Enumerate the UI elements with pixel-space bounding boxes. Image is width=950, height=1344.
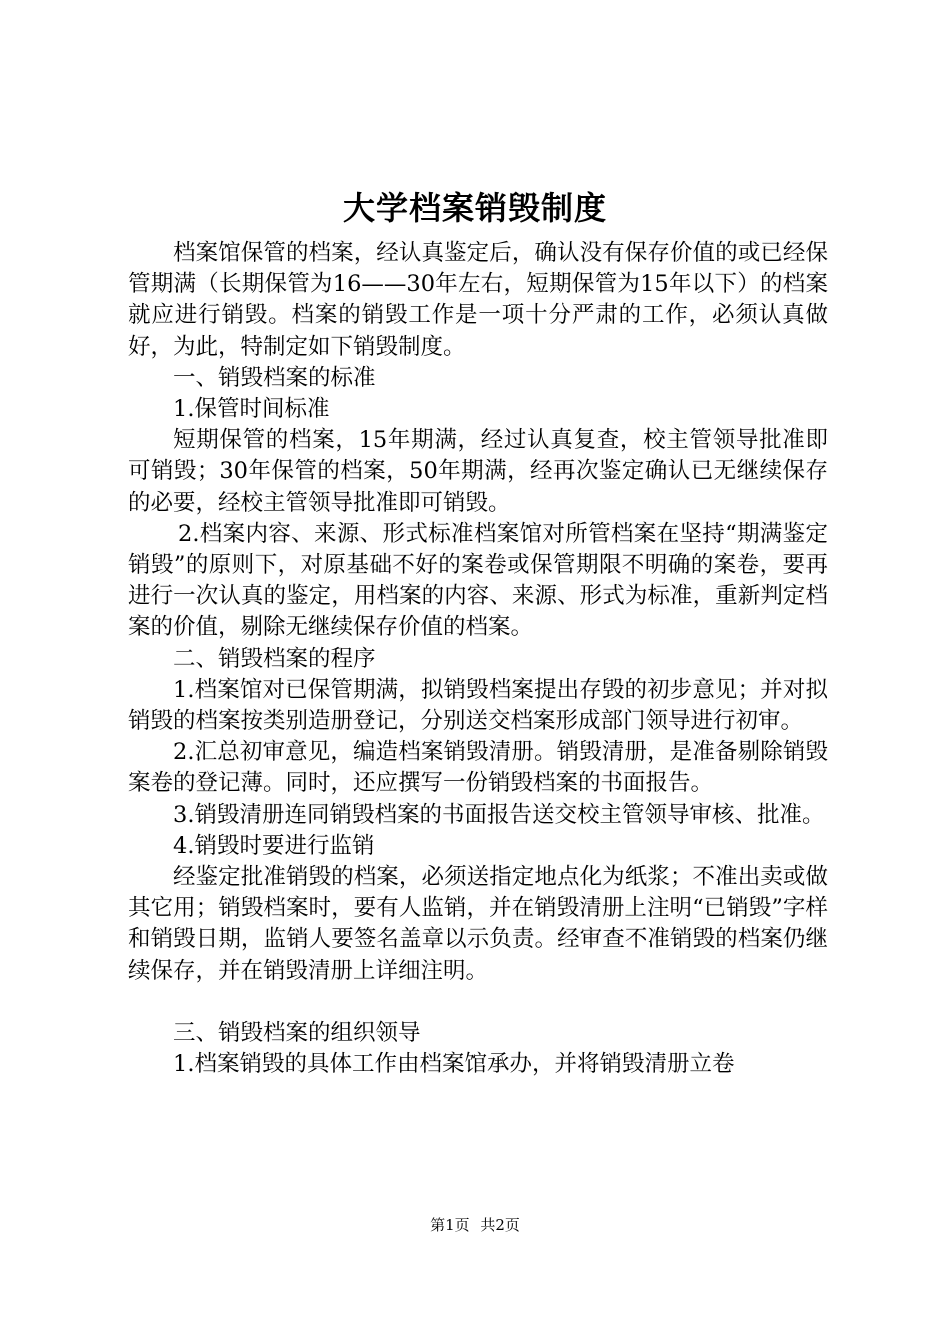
section-heading-procedure: 二、销毁档案的程序: [173, 645, 376, 672]
procedure-step-4: 4.销毁时要进行监销: [173, 832, 375, 859]
intro-paragraph: 档案馆保管的档案，经认真鉴定后，确认没有保存价值的或已经保管期满（长期保管为16——30年左右，短期保管为15年以下）的档案就应进行销毁。档案的销毁工作是一项十分严肃的工作，必须认真做好，为此，特制定如下销毁制度。: [128, 240, 828, 360]
section-heading-organization: 三、销毁档案的组织领导: [173, 1019, 421, 1046]
paragraph-supervision: 经鉴定批准销毁的档案，必须送指定地点化为纸浆；不准出卖或做其它用；销毁档案时，要有人监销，并在销毁清册上注明“已销毁”字样和销毁日期，监销人要签名盖章以示负责。经审查不准销毁的档案仍继续保存，并在销毁清册上详细注明。: [128, 864, 828, 984]
paragraph-storage-time: 短期保管的档案，15年期满，经过认真复查，校主管领导批准即可销毁；30年保管的档案，50年期满，经再次鉴定确认已无继续保存的必要，经校主管领导批准即可销毁。: [128, 427, 828, 516]
subheading-storage-time: 1.保管时间标准: [173, 396, 330, 423]
document-body: [128, 238, 828, 1080]
document-title: 大学档案销毁制度: [342, 189, 607, 227]
paragraph-gap: [128, 987, 828, 1018]
procedure-step-1: 1.档案馆对已保管期满，拟销毁档案提出存毁的初步意见；并对拟销毁的档案按类别造册登记，分别送交档案形成部门领导进行初审。: [128, 676, 828, 735]
page-number: 第1页: [430, 1216, 470, 1234]
procedure-step-3: 3.销毁清册连同销毁档案的书面报告送交校主管领导审核、批准。: [173, 801, 825, 828]
page-total: 共2页: [480, 1216, 520, 1234]
procedure-step-2: 2.汇总初审意见，编造档案销毁清册。销毁清册，是准备剔除销毁案卷的登记薄。同时，还应撰写一份销毁档案的书面报告。: [128, 739, 828, 797]
organization-step-1: 1.档案销毁的具体工作由档案馆承办，并将销毁清册立卷: [173, 1051, 735, 1078]
paragraph-content-standard: 2.档案内容、来源、形式标准档案馆对所管档案在坚持“期满鉴定销毁”的原则下，对原基础不好的案卷或保管期限不明确的案卷，要再进行一次认真的鉴定，用档案的内容、来源、形式为标准，重新判定档案的价值，剔除无继续保存价值的档案。: [128, 520, 828, 641]
page-footer: [0, 1215, 950, 1235]
section-heading-standards: 一、销毁档案的标准: [173, 364, 376, 391]
